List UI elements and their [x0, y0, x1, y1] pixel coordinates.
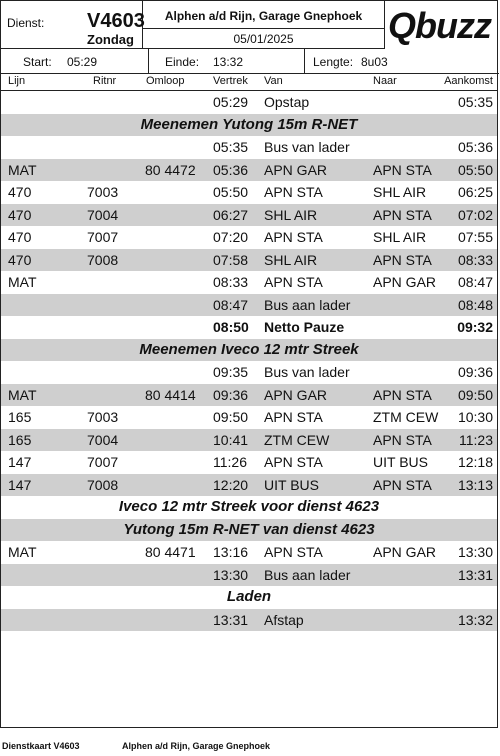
- cell-van: APN GAR: [264, 386, 328, 403]
- cell-aankomst: 05:50: [457, 161, 493, 178]
- cell-omloop: 80 4414: [145, 386, 196, 403]
- pause-row: [1, 316, 497, 339]
- cell-ritnr: 7008: [87, 251, 119, 268]
- einde-label: Einde:: [165, 55, 200, 69]
- cell-van: APN GAR: [264, 161, 328, 178]
- cell-vertrek: 05:35: [213, 139, 249, 155]
- cell-vertrek: 13:16: [213, 544, 249, 560]
- footer-right: Alphen a/d Rijn, Garage Gnephoek: [122, 741, 271, 751]
- einde-time: 13:32: [213, 55, 244, 69]
- cell-van: ZTM CEW: [264, 431, 330, 448]
- trip-row: [1, 429, 497, 452]
- cell-aankomst: 13:30: [457, 544, 493, 560]
- cell-aankomst: 05:35: [457, 94, 493, 110]
- cell-omloop: 80 4472: [145, 161, 196, 178]
- cell-naar: SHL AIR: [373, 184, 427, 200]
- cell-aankomst: 08:33: [457, 251, 493, 268]
- cell-lijn: 470: [8, 206, 32, 223]
- section-title: Laden: [226, 588, 272, 605]
- col-ritnr: Ritnr: [93, 75, 117, 87]
- cell-van: APN STA: [264, 184, 323, 200]
- cell-van: APN STA: [264, 274, 323, 290]
- cell-lijn: MAT: [8, 161, 37, 178]
- section-title: Meenemen Iveco 12 mtr Streek: [139, 340, 359, 358]
- col-aankomst: Aankomst: [444, 75, 493, 87]
- cell-van: Opstap: [264, 94, 310, 110]
- cell-ritnr: 7007: [87, 454, 119, 470]
- trip-row: [1, 384, 497, 407]
- cell-naar: APN STA: [373, 251, 432, 268]
- cell-naar: APN STA: [373, 476, 432, 493]
- trip-row: [1, 406, 497, 429]
- trip-row: [1, 249, 497, 272]
- cell-aankomst: 08:48: [457, 296, 493, 313]
- cell-naar: ZTM CEW: [373, 409, 439, 425]
- col-van: Van: [264, 75, 283, 87]
- trip-row: [1, 181, 497, 204]
- cell-aankomst: 05:36: [457, 139, 493, 155]
- cell-naar: APN STA: [373, 431, 432, 448]
- cell-lijn: 165: [8, 431, 32, 448]
- cell-aankomst: 12:18: [457, 454, 493, 470]
- cell-aankomst: 10:30: [457, 409, 493, 425]
- cell-van: SHL AIR: [264, 251, 318, 268]
- col-naar: Naar: [373, 75, 397, 87]
- cell-van: Netto Pauze: [264, 319, 345, 335]
- cell-lijn: 165: [8, 409, 32, 425]
- trip-row: [1, 541, 497, 564]
- cell-vertrek: 09:50: [213, 409, 249, 425]
- cell-vertrek: 12:20: [213, 476, 249, 493]
- cell-van: APN STA: [264, 409, 323, 425]
- day-label: Zondag: [87, 32, 134, 47]
- cell-van: APN STA: [264, 229, 323, 245]
- cell-vertrek: 08:33: [213, 274, 249, 290]
- cell-vertrek: 08:47: [213, 296, 249, 313]
- cell-vertrek: 09:36: [213, 386, 249, 403]
- date-box: [143, 29, 385, 49]
- trip-row: [1, 361, 497, 384]
- cell-vertrek: 06:27: [213, 206, 249, 223]
- location-box: [143, 1, 385, 29]
- cell-vertrek: 05:36: [213, 161, 249, 178]
- dienst-label: Dienst:: [7, 16, 45, 30]
- dienst-box: [1, 1, 143, 49]
- section-header: [1, 496, 497, 519]
- cell-naar: APN GAR: [373, 274, 437, 290]
- cell-aankomst: 11:23: [459, 431, 493, 448]
- cell-vertrek: 05:29: [213, 94, 249, 110]
- cell-lijn: 470: [8, 184, 32, 200]
- cell-ritnr: 7003: [87, 409, 119, 425]
- cell-ritnr: 7004: [87, 206, 119, 223]
- cell-lijn: 470: [8, 229, 32, 245]
- cell-lijn: MAT: [8, 274, 37, 290]
- cell-lijn: 147: [8, 476, 32, 493]
- cell-vertrek: 11:26: [213, 454, 247, 470]
- cell-vertrek: 10:41: [213, 431, 249, 448]
- column-headers: [1, 74, 497, 91]
- dienst-number: V4603: [87, 10, 145, 32]
- cell-van: Bus van lader: [264, 364, 350, 380]
- cell-van: UIT BUS: [264, 476, 319, 493]
- trip-row: [1, 136, 497, 159]
- cell-aankomst: 09:50: [457, 386, 493, 403]
- cell-aankomst: 09:36: [457, 364, 493, 380]
- start-time: 05:29: [67, 55, 98, 69]
- cell-naar: UIT BUS: [373, 454, 428, 470]
- cell-aankomst: 07:55: [457, 229, 493, 245]
- cell-aankomst: 13:31: [457, 566, 493, 583]
- cell-van: APN STA: [264, 544, 323, 560]
- trip-row: [1, 474, 497, 497]
- col-vertrek: Vertrek: [213, 75, 248, 87]
- cell-ritnr: 7003: [87, 184, 119, 200]
- cell-ritnr: 7007: [87, 229, 119, 245]
- lengte-box: [305, 49, 499, 74]
- cell-aankomst: 06:25: [457, 184, 493, 200]
- cell-naar: APN GAR: [373, 544, 437, 560]
- trip-row: [1, 159, 497, 182]
- section-header: [1, 339, 497, 362]
- cell-ritnr: 7008: [87, 476, 119, 493]
- lengte-value: 8u03: [361, 55, 388, 69]
- cell-lijn: 470: [8, 251, 32, 268]
- einde-box: [149, 49, 305, 74]
- trip-row: [1, 451, 497, 474]
- cell-lijn: 147: [8, 454, 32, 470]
- cell-van: Bus van lader: [264, 139, 350, 155]
- start-label: Start:: [23, 55, 52, 69]
- cell-ritnr: 7004: [87, 431, 119, 448]
- section-header: [1, 519, 497, 542]
- cell-naar: APN STA: [373, 386, 432, 403]
- trip-list: [1, 91, 497, 631]
- footer-left: Dienstkaart V4603: [2, 741, 80, 751]
- cell-naar: APN STA: [373, 206, 432, 223]
- cell-aankomst: 13:13: [457, 476, 493, 493]
- cell-aankomst: 13:32: [457, 611, 493, 628]
- cell-vertrek: 05:50: [213, 184, 249, 200]
- cell-vertrek: 07:20: [213, 229, 249, 245]
- section-header: [1, 586, 497, 609]
- date: 05/01/2025: [233, 32, 294, 46]
- section-header: [1, 114, 497, 137]
- location: Alphen a/d Rijn, Garage Gnephoek: [164, 9, 363, 23]
- cell-naar: APN STA: [373, 161, 432, 178]
- cell-naar: SHL AIR: [373, 229, 427, 245]
- trip-row: [1, 609, 497, 632]
- cell-aankomst: 08:47: [457, 274, 493, 290]
- cell-vertrek: 07:58: [213, 251, 249, 268]
- cell-van: Afstap: [264, 611, 304, 628]
- section-title: Yutong 15m R-NET van dienst 4623: [123, 520, 375, 538]
- cell-vertrek: 13:30: [213, 566, 249, 583]
- cell-van: Bus aan lader: [264, 566, 351, 583]
- section-title: Iveco 12 mtr Streek voor dienst 4623: [118, 498, 380, 515]
- trip-row: [1, 294, 497, 317]
- cell-lijn: MAT: [8, 544, 37, 560]
- cell-aankomst: 09:32: [457, 319, 493, 335]
- cell-vertrek: 09:35: [213, 364, 249, 380]
- trip-row: [1, 564, 497, 587]
- lengte-label: Lengte:: [313, 55, 354, 69]
- col-omloop: Omloop: [146, 75, 185, 87]
- cell-van: Bus aan lader: [264, 296, 351, 313]
- cell-van: SHL AIR: [264, 206, 318, 223]
- cell-vertrek: 08:50: [213, 319, 249, 335]
- trip-row: [1, 271, 497, 294]
- section-title: Meenemen Yutong 15m R-NET: [140, 115, 358, 133]
- start-box: [1, 49, 149, 74]
- cell-aankomst: 07:02: [457, 206, 493, 223]
- qbuzz-logo: Qbuzz: [388, 5, 491, 46]
- trip-row: [1, 91, 497, 114]
- trip-row: [1, 226, 497, 249]
- cell-lijn: MAT: [8, 386, 37, 403]
- cell-vertrek: 13:31: [213, 611, 249, 628]
- cell-omloop: 80 4471: [145, 544, 196, 560]
- col-lijn: Lijn: [8, 75, 26, 87]
- trip-row: [1, 204, 497, 227]
- cell-van: APN STA: [264, 454, 323, 470]
